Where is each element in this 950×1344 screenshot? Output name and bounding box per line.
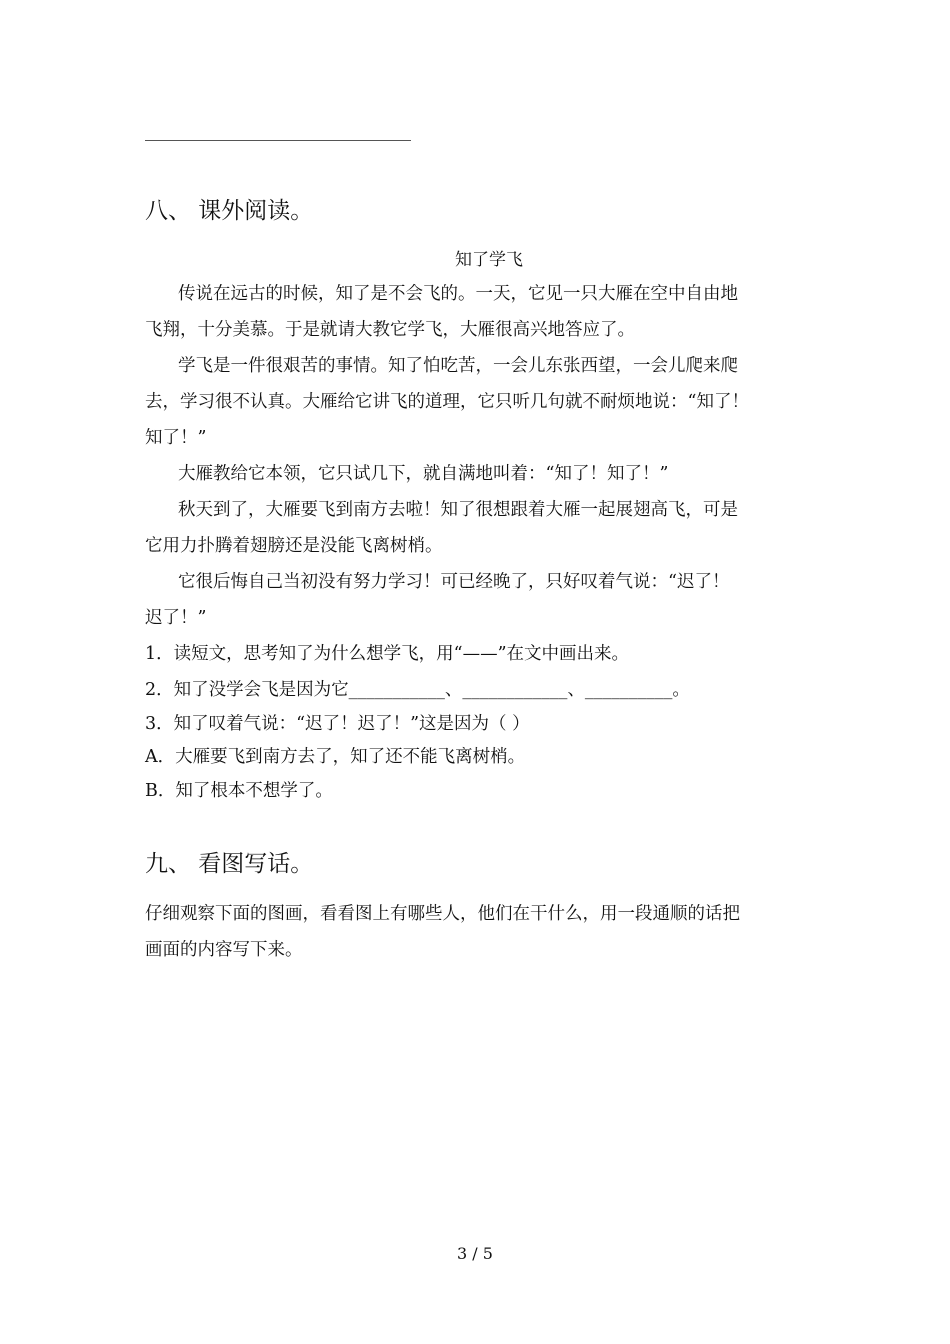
- page-number: 3 / 5: [457, 1244, 493, 1263]
- answer-line: [145, 140, 411, 141]
- option-b: B．知了根本不想学了。: [145, 781, 333, 801]
- question-1: 1．读短文，思考知了为什么想学飞，用“——”在文中画出来。: [145, 644, 630, 664]
- instruction-line: 画面的内容写下来。: [145, 940, 303, 960]
- story-line: 秋天到了，大雁要飞到南方去啦！知了很想跟着大雁一起展翅高飞，可是: [178, 500, 738, 520]
- story-line: 迟了！”: [145, 608, 207, 628]
- story-line: 它用力扑腾着翅膀还是没能飞离树梢。: [145, 536, 443, 556]
- section-heading-reading: 八、 课外阅读。: [145, 198, 314, 224]
- question-2: 2．知了没学会飞是因为它___________、____________、__________。: [145, 680, 690, 700]
- story-line: 大雁教给它本领，它只试几下，就自满地叫着：“知了！知了！”: [178, 464, 669, 484]
- option-a: A．大雁要飞到南方去了，知了还不能飞离树梢。: [145, 747, 526, 767]
- story-line: 知了！”: [145, 428, 207, 448]
- story-line: 它很后悔自己当初没有努力学习！可已经晚了，只好叹着气说：“迟了！: [178, 572, 730, 592]
- question-3: 3．知了叹着气说：“迟了！迟了！”这是因为（ ）: [145, 714, 530, 734]
- story-title: 知了学飞: [455, 250, 523, 270]
- story-line: 传说在远古的时候，知了是不会飞的。一天，它见一只大雁在空中自由地: [178, 284, 738, 304]
- instruction-line: 仔细观察下面的图画，看看图上有哪些人，他们在干什么，用一段通顺的话把: [145, 904, 740, 924]
- story-line: 学飞是一件很艰苦的事情。知了怕吃苦，一会儿东张西望，一会儿爬来爬: [178, 356, 738, 376]
- section-heading-picture-writing: 九、 看图写话。: [145, 851, 314, 877]
- story-line: 飞翔，十分美慕。于是就请大教它学飞，大雁很高兴地答应了。: [145, 320, 635, 340]
- story-line: 去，学习很不认真。大雁给它讲飞的道理，它只听几句就不耐烦地说：“知了！: [145, 392, 749, 412]
